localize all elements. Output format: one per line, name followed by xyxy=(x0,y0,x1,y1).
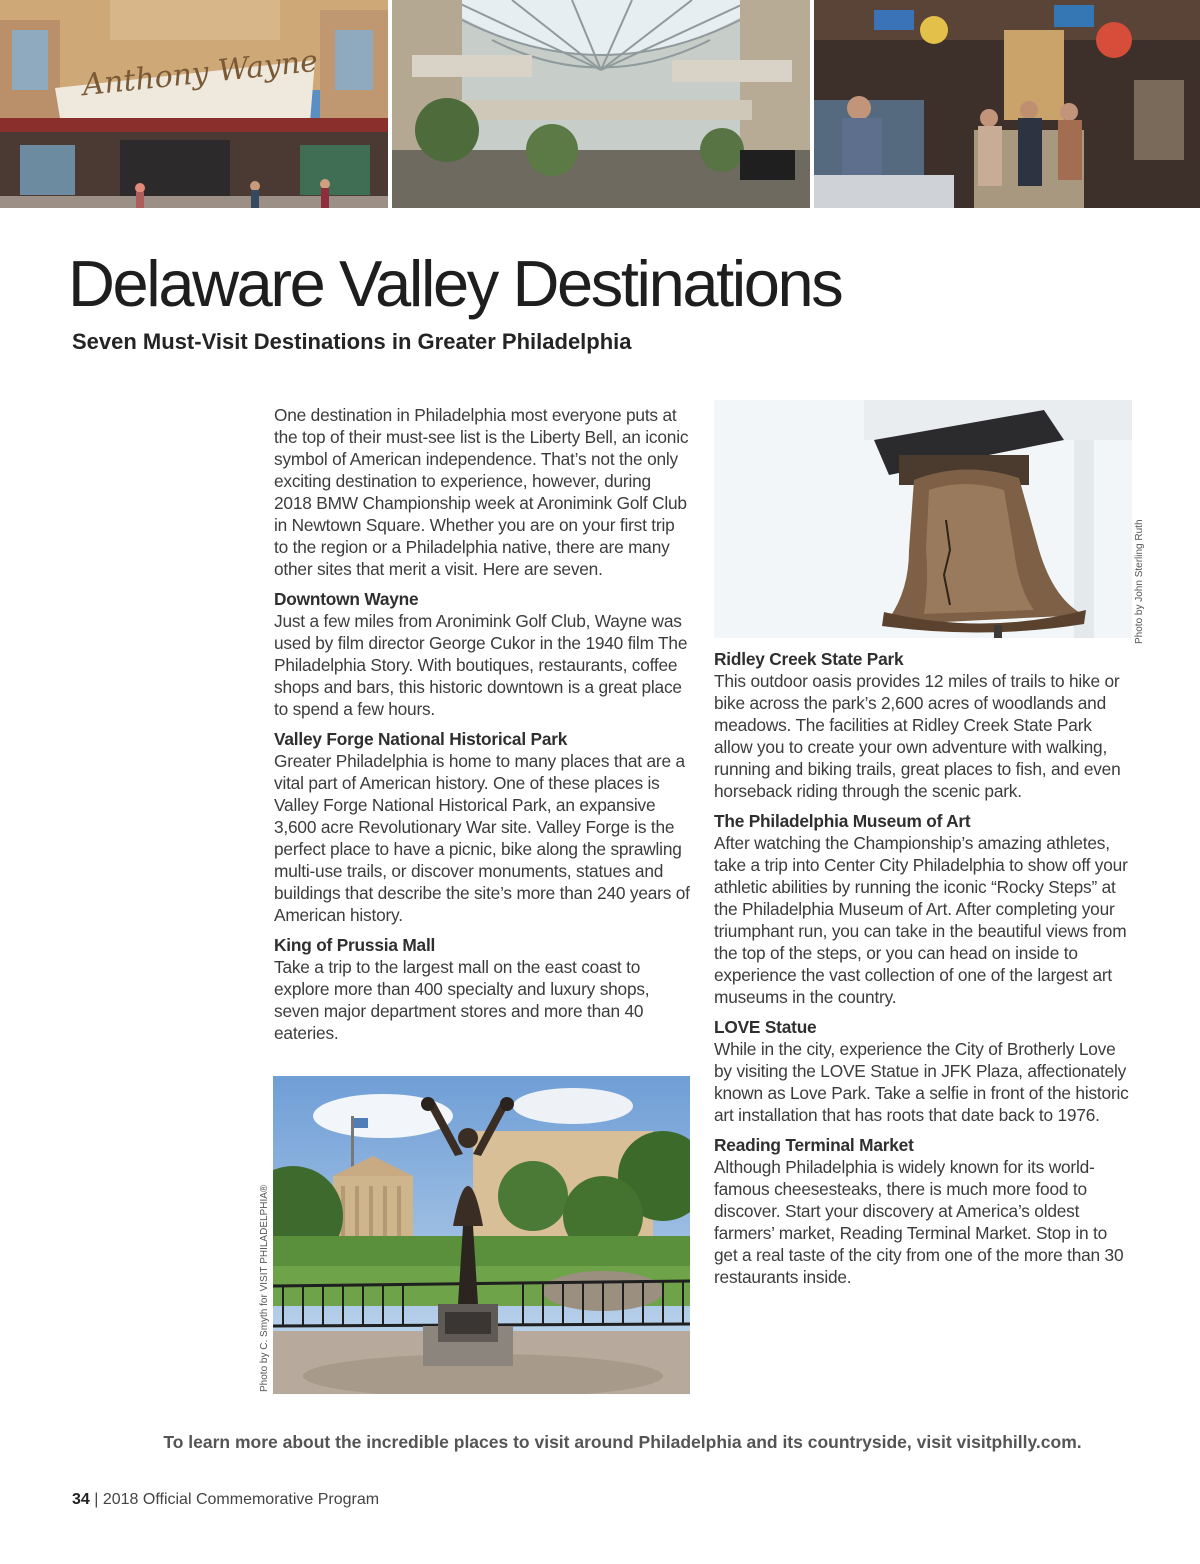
section-body: This outdoor oasis provides 12 miles of trails to hike or bike across the park’s 2,600 acres of woodlands and meadows. The facilities at Ridley Creek State Park allow you to create your own adventure with walking, running and biking trails, great places to fish, and even horseback riding through the scenic park. xyxy=(714,671,1121,801)
section-body: While in the city, experience the City of Brotherly Love by visiting the LOVE Statue in JFK Plaza, affectionately known as Love Park. Take a selfie in front of the historic art installation that has roots that date back to 1976. xyxy=(714,1039,1129,1125)
section-body: Take a trip to the largest mall on the east coast to explore more than 400 specialty and luxury shops, seven major department stores and more than 40 eateries. xyxy=(274,957,650,1043)
section-heading: Valley Forge National Historical Park xyxy=(274,729,568,749)
section-heading: The Philadelphia Museum of Art xyxy=(714,811,971,831)
section-heading: Downtown Wayne xyxy=(274,589,419,609)
liberty-bell-photo xyxy=(714,400,1132,638)
section-valley-forge xyxy=(274,728,690,926)
rocky-photo-credit: Photo by C. Smyth for VISIT PHILADELPHIA® xyxy=(259,1184,270,1392)
bell-photo-credit: Photo by John Sterling Ruth xyxy=(1134,519,1145,644)
section-body: Greater Philadelphia is home to many places that are a vital part of American history. One of these places is Valley Forge National Historical Park, an expansive 3,600 acre Revolutionary War site. Valley Forge is the perfect place to have a picnic, bike along the sprawling multi-use trails, or discover monuments, statues and buildings that describe the site’s more than 240 years of American history. xyxy=(274,751,690,925)
reading-terminal-market-photo xyxy=(814,0,1200,208)
section-heading: King of Prussia Mall xyxy=(274,935,436,955)
section-heading: Ridley Creek State Park xyxy=(714,649,904,669)
section-heading: LOVE Statue xyxy=(714,1017,817,1037)
left-column xyxy=(274,404,690,1044)
rocky-statue-photo xyxy=(273,1076,690,1394)
section-reading-terminal xyxy=(714,1134,1132,1288)
section-body: Although Philadelphia is widely known for its world-famous cheesesteaks, there is much more food to discover. Start your discovery at America’s oldest farmers’ market, Reading Terminal Market. Stop in to get a real taste of the city from one of the more than 30 restaurants inside. xyxy=(714,1157,1124,1287)
section-ridley-creek xyxy=(714,648,1132,802)
page-number: 34 xyxy=(72,1491,90,1508)
mall-atrium-photo xyxy=(392,0,810,208)
publication-name: 2018 Official Commemorative Program xyxy=(102,1491,380,1508)
theater-sign-text: Anthony Wayne xyxy=(80,43,320,104)
section-king-of-prussia xyxy=(274,934,690,1044)
page-subtitle: Seven Must-Visit Destinations in Greater Philadelphia xyxy=(72,329,632,354)
section-body: Just a few miles from Aronimink Golf Club, Wayne was used by film director George Cukor in the 1940 film The Philadelphia Story. With boutiques, restaurants, coffee shops and bars, this historic downtown is a great place to spend a few hours. xyxy=(274,611,688,719)
section-heading: Reading Terminal Market xyxy=(714,1135,914,1155)
page-folio xyxy=(72,1491,379,1509)
section-body: After watching the Championship’s amazing athletes, take a trip into Center City Philadelphia to show off your athletic abilities by running the iconic “Rocky Steps” at the Philadelphia Museum of Art. After completing your triumphant run, you can take in the beautiful views from the top of the steps, or you can head on inside to experience the vast collection of one of the largest art museums in the country. xyxy=(714,833,1128,1007)
page-title: Delaware Valley Destinations xyxy=(68,247,842,320)
right-column xyxy=(714,648,1132,1288)
footer-note: To learn more about the incredible places to visit around Philadelphia and its countryside, visit visitphilly.com. xyxy=(163,1432,1082,1452)
theater-photo xyxy=(0,0,388,208)
intro-paragraph: One destination in Philadelphia most everyone puts at the top of their must-see list is the Liberty Bell, an iconic symbol of American independence. That’s not the only exciting destination to experience, however, during 2018 BMW Championship week at Aronimink Golf Club in Newtown Square. Whether you are on your first trip to the region or a Philadelphia native, there are many other sites that merit a visit. Here are seven. xyxy=(274,405,689,579)
section-love-statue xyxy=(714,1016,1132,1126)
section-museum-of-art xyxy=(714,810,1132,1008)
section-downtown-wayne xyxy=(274,588,690,720)
folio-separator: | xyxy=(94,1491,99,1508)
